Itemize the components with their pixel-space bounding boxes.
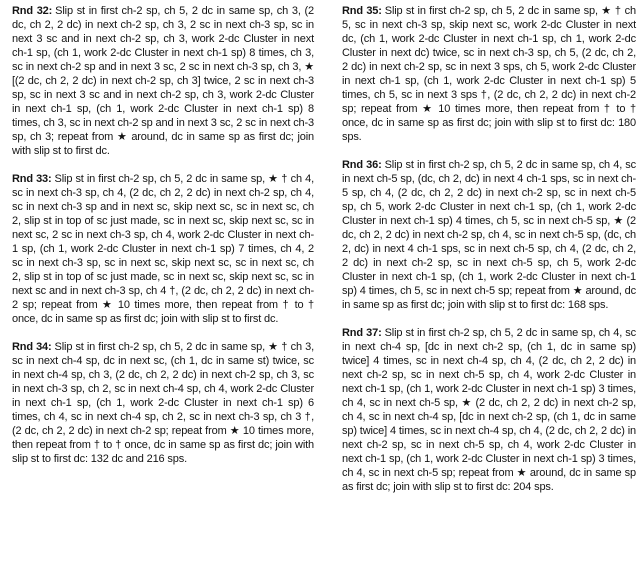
right-column xyxy=(342,4,636,508)
round-33-instruction xyxy=(12,172,314,326)
round-34-text: Slip st in first ch-2 sp, ch 5, 2 dc in same sp, ★ † ch 3, sc in next ch-4 sp, dc in next sc, (ch 1, dc in same st) twice, sc in next ch-4 sp, ch 3, (2 dc, ch 2, 2 dc) in next ch-2 sp, ch 3, sc in next ch-3 sp, ch 2, sc in next ch-4 sp, ch 4, work 2-dc Cluster in next ch-1 sp, (ch 1, work 2-dc Cluster in next ch-1 sp) 6 times, ch 4, sc in next ch-4 sp, ch 2, sc in next ch-3 sp, ch 3 †, (2 dc, ch 2, 2 dc) in next ch-2 sp; repeat from ★ 10 times more, then repeat from † to † once, dc in same sp as first dc; join with slip st to first dc: 132 dc and 216 sps. xyxy=(12,341,314,465)
round-34-instruction xyxy=(12,340,314,466)
round-35-instruction xyxy=(342,4,636,144)
left-column xyxy=(12,4,314,480)
round-36-title: Rnd 36: xyxy=(342,159,382,171)
round-36-instruction xyxy=(342,158,636,312)
round-33-title: Rnd 33: xyxy=(12,173,52,185)
round-35-title: Rnd 35: xyxy=(342,5,382,17)
round-34-title: Rnd 34: xyxy=(12,341,52,353)
round-32-text: Slip st in first ch-2 sp, ch 5, 2 dc in same sp, ch 3, (2 dc, ch 2, 2 dc) in next ch-2 sp, ch 3, 2 sc in next ch-3 sp, sc in next 3 sc and in next ch-2 sp, ch 3, work 2-dc Cluster in next ch-1 sp, (ch 1, work 2-dc Cluster in next ch-1 sp) 8 times, ch 3, sc in next ch-2 sp and in next 3 sc, 2 sc in next ch-3 sp, ch 3, ★ [(2 dc, ch 2, 2 dc) in next ch-2 sp, ch 3] twice, 2 sc in next ch-3 sp, sc in next 3 sc and in next ch-2 sp, ch 3, work 2-dc Cluster in next ch-1 sp, (ch 1, work 2-dc Cluster in next ch-1 sp) 8 times, ch 3, sc in next ch-2 sp and in next 3 sc, 2 sc in next ch-3 sp, ch 3; repeat from ★ around, dc in same sp as first dc; join with slip st to first dc. xyxy=(12,5,315,157)
round-32-title: Rnd 32: xyxy=(12,5,53,17)
round-37-title: Rnd 37: xyxy=(342,327,382,339)
round-36-text: Slip st in first ch-2 sp, ch 5, 2 dc in same sp, ch 4, sc in next ch-5 sp, (dc, ch 2, dc) in next 4 ch-1 sps, sc in next ch-5 sp, ch 4, (2 dc, ch 2, 2 dc) in next ch-2 sp, sc in next ch-5 sp, ch 5, work 2-dc Cluster in next ch-1 sp, (ch 1, work 2-dc Cluster in next ch-1 sp) 4 times, ch 5, sc in next ch-5 sp, ★ (2 dc, ch 2, 2 dc) in next ch-2 sp, ch 4, sc in next ch-5 sp, (dc, ch 2, dc) in next 4 ch-1 sps, sc in next ch-5 sp, ch 4, (2 dc, ch 2, 2 dc) in next ch-2 sp, sc in next ch-5 sp, ch 5, work 2-dc Cluster in next ch-1 sp, (ch 1, work 2-dc Cluster in next ch-1 sp) 4 times, ch 5, sc in next ch-5 sp; repeat from ★ around, dc in same sp as first dc; join with slip st to first dc: 168 sps. xyxy=(342,159,636,311)
round-35-text: Slip st in first ch-2 sp, ch 5, 2 dc in same sp, ★ † ch 5, sc in next ch-3 sp, skip next sc, work 2-dc Cluster in next dc, (ch 1, work 2-dc Cluster in next ch-1 sp, ch 1, work 2-dc Cluster in next dc) twice, sc in next ch-3 sp, ch 5, (2 dc, ch 2, 2 dc) in next ch-2 sp, sc in next 3 sps, ch 5, work 2-dc Cluster in next ch-1 sp, (ch 1, work 2-dc Cluster in next ch-1 sp) 5 times, ch 5, sc in next 3 sps †, (2 dc, ch 2, 2 dc) in next ch-2 sp; repeat from ★ 10 times more, then repeat from † to † once, dc in same sp as first dc; join with slip st to first dc: 180 sps. xyxy=(342,5,636,143)
round-32-instruction xyxy=(12,4,314,158)
round-37-instruction xyxy=(342,326,636,494)
round-37-text: Slip st in first ch-2 sp, ch 5, 2 dc in same sp, ch 4, sc in next ch-4 sp, [dc in next ch-2 sp, (ch 1, dc in same sp) twice] 4 times, sc in next ch-4 sp, ch 4, (2 dc, ch 2, 2 dc) in next ch-2 sp, sc in next ch-5 sp, ch 4, work 2-dc Cluster in next ch-1 sp, (ch 1, work 2-dc Cluster in next ch-1 sp) 3 times, ch 4, sc in next ch-5 sp, ★ (2 dc, ch 2, 2 dc) in next ch-2 sp, ch 4, sc in next ch-4 sp, [dc in next ch-2 sp, (ch 1, dc in same sp) twice] 4 times, sc in next ch-4 sp, ch 4, (2 dc, ch 2, 2 dc) in next ch-2 sp, sc in next ch-5 sp, ch 4, work 2-dc Cluster in next ch-1 sp, (ch 1, work 2-dc Cluster in next ch-1 sp) 3 times, ch 4, sc in next ch-5 sp; repeat from ★ around, dc in same sp as first dc; join with slip st to first dc: 204 sps. xyxy=(342,327,636,493)
round-33-text: Slip st in first ch-2 sp, ch 5, 2 dc in same sp, ★ † ch 4, sc in next ch-3 sp, ch 4, (2 dc, ch 2, 2 dc) in next ch-2 sp, ch 4, sc in next ch-3 sp and in next sc, skip next sc, sc in next sc, ch 2, slip st in top of sc just made, sc in next sc, skip next sc, sc in next sc, 2 sc in next ch-3 sp, ch 4, work 2-dc Cluster in next ch-1 sp, (ch 1, work 2-dc Cluster in next ch-1 sp) 7 times, ch 4, 2 sc in next ch-3 sp, sc in next sc, skip next sc, sc in next sc, ch 2, slip st in top of sc just made, sc in next sc, skip next sc, sc in next sc and in next ch-3 sp, ch 4 †, (2 dc, ch 2, 2 dc) in next ch-2 sp; repeat from ★ 10 times more, then repeat from † to † once, dc in same sp as first dc; join with slip st to first dc. xyxy=(12,173,314,325)
